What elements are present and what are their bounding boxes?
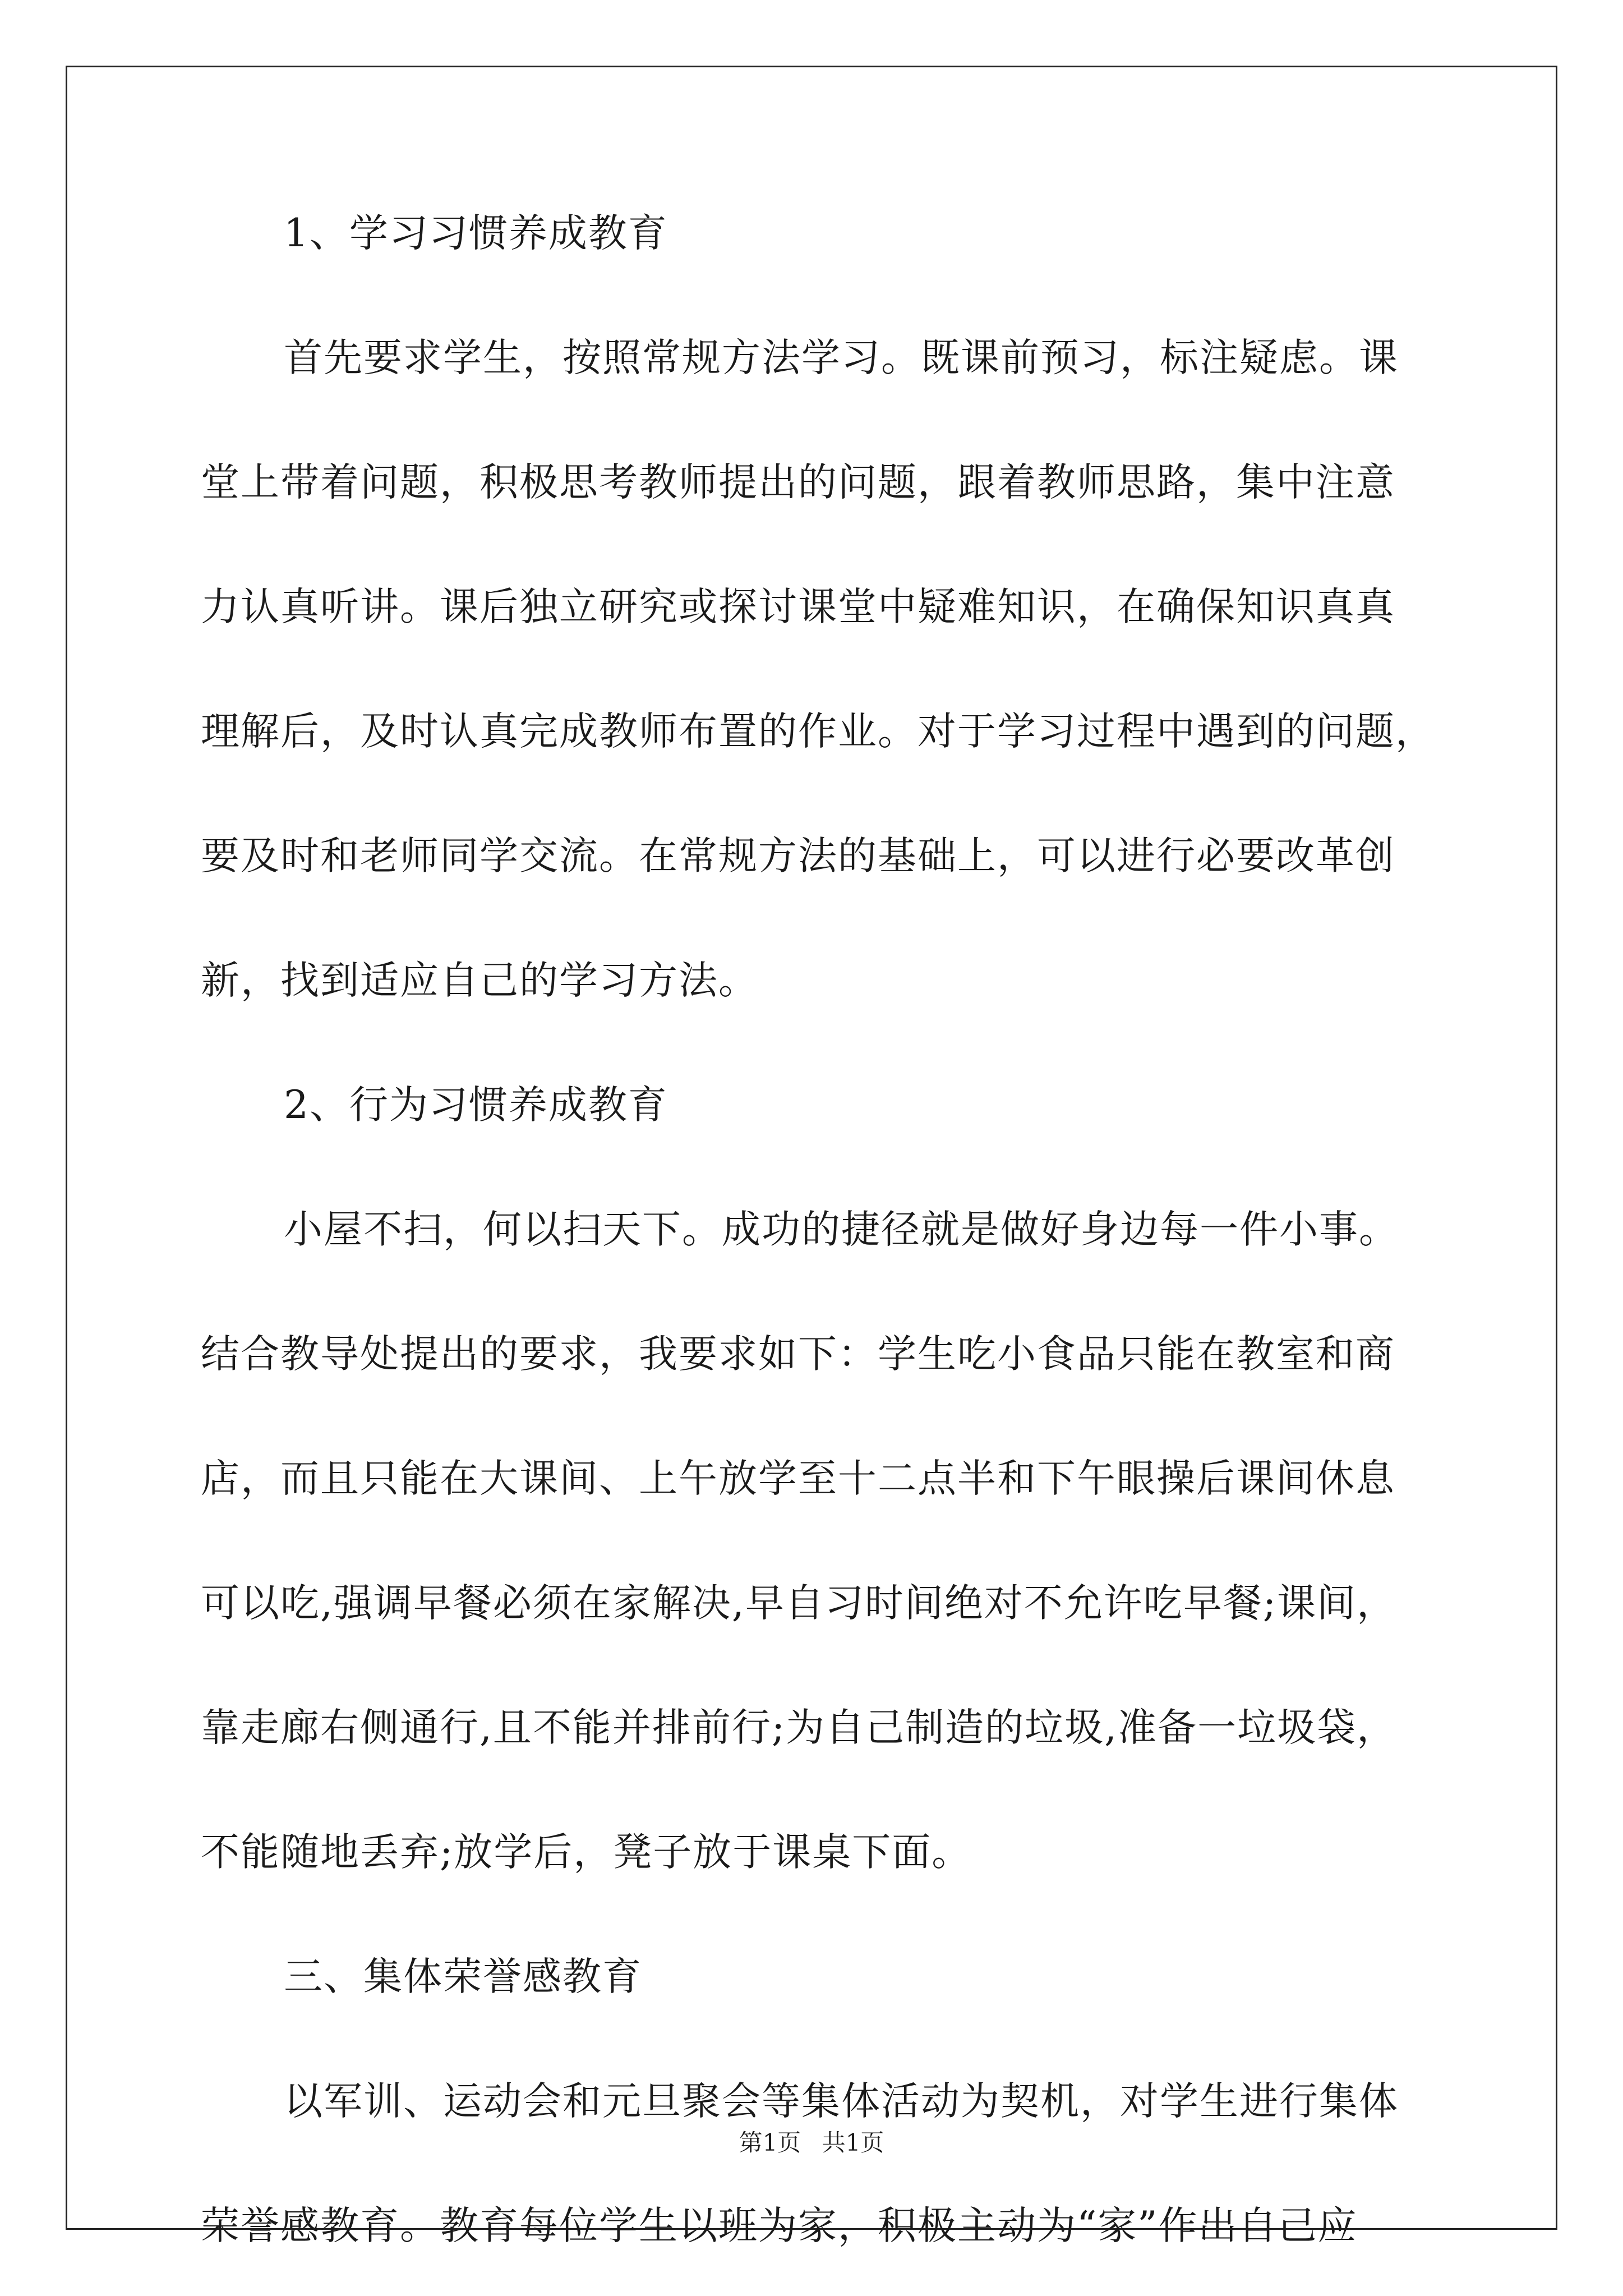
page-footer — [0, 2126, 1623, 2160]
paragraph-line: 结合教导处提出的要求，我要求如下：学生吃小食品只能在教室和商 — [201, 1332, 1395, 1377]
paragraph-line: 理解后，及时认真完成教师布置的作业。对于学习过程中遇到的问题， — [201, 709, 1435, 754]
paragraph-line: 堂上带着问题，积极思考教师提出的问题，跟着教师思路，集中注意 — [201, 460, 1395, 505]
paragraph — [201, 2070, 1435, 2257]
page-number: 第1页 — [739, 2129, 801, 2156]
section-heading: 1、学习习惯养成教育 — [284, 211, 668, 256]
paragraph-line: 力认真听讲。课后独立研究或探讨课堂中疑难知识，在确保知识真真 — [201, 585, 1395, 629]
page-total: 共1页 — [822, 2129, 884, 2156]
section-heading: 三、集体荣誉感教育 — [284, 1954, 642, 1999]
paragraph — [201, 1198, 1435, 1884]
paragraph-line: 新，找到适应自己的学习方法。 — [201, 958, 758, 1003]
paragraph-line: 荣誉感教育。教育每位学生以班为家，积极主动为“家”作出自己应 — [201, 2203, 1358, 2248]
paragraph-line: 小屋不扫，何以扫天下。成功的捷径就是做好身边每一件小事。 — [284, 1207, 1399, 1252]
paragraph — [201, 326, 1435, 1012]
paragraph-line: 靠走廊右侧通行,且不能并排前行;为自己制造的垃圾,准备一垃圾袋， — [201, 1705, 1397, 1750]
paragraph-line: 首先要求学生，按照常规方法学习。既课前预习，标注疑虑。课 — [284, 335, 1399, 380]
document-body — [201, 202, 1435, 2257]
paragraph-line: 以军训、运动会和元旦聚会等集体活动为契机，对学生进行集体 — [284, 2079, 1399, 2124]
paragraph-line: 不能随地丢弃;放学后，凳子放于课桌下面。 — [201, 1830, 972, 1875]
section-heading: 2、行为习惯养成教育 — [284, 1083, 668, 1128]
paragraph-line: 要及时和老师同学交流。在常规方法的基础上，可以进行必要改革创 — [201, 834, 1395, 878]
paragraph-line: 店，而且只能在大课间、上午放学至十二点半和下午眼操后课间休息 — [201, 1456, 1395, 1501]
paragraph-line: 可以吃,强调早餐必须在家解决,早自习时间绝对不允许吃早餐;课间， — [201, 1581, 1397, 1626]
